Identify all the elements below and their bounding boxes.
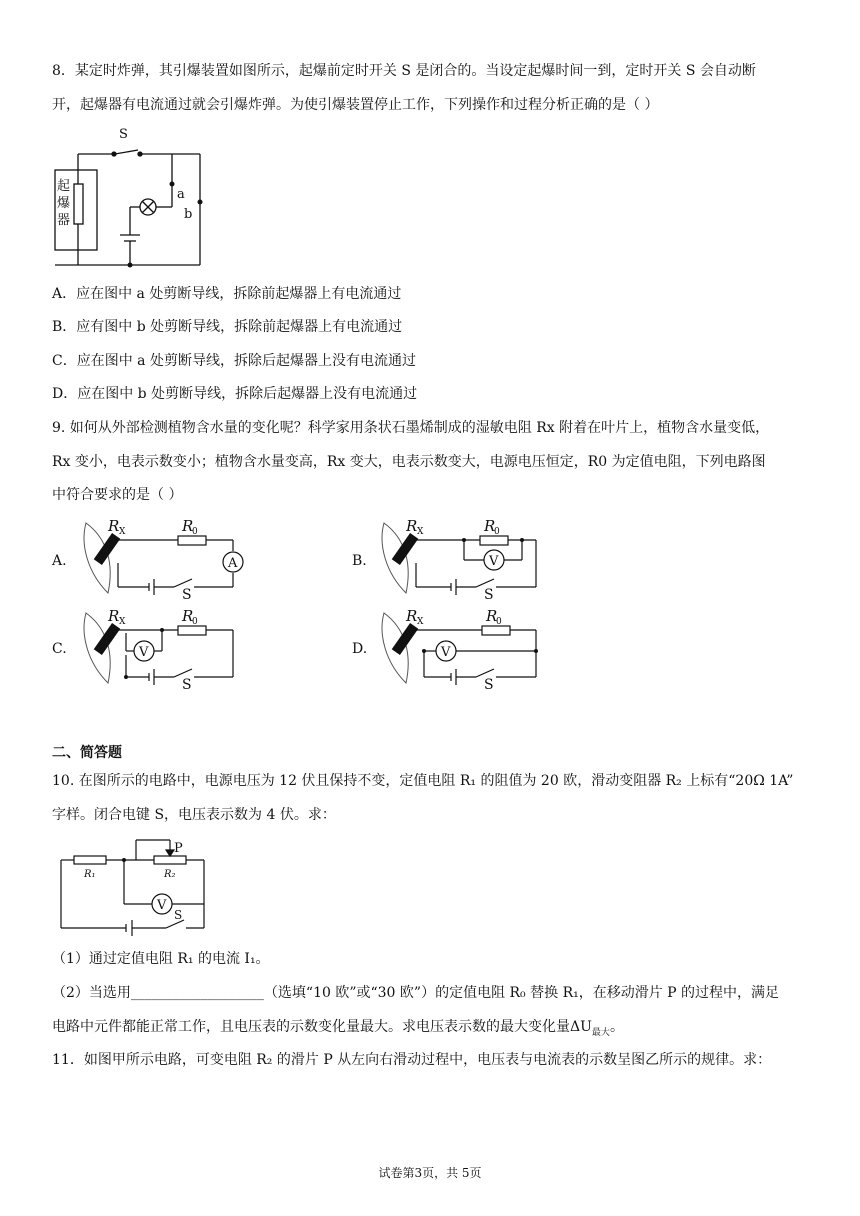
q9c-r0-label: R xyxy=(182,607,194,625)
q8-line1: 8．某定时炸弹，其引爆装置如图所示，起爆前定时开关 S 是闭合的。当设定起爆时间一到，定时开关 S 会自动断 xyxy=(52,63,756,79)
q9d-voltmeter-icon: V xyxy=(441,645,451,660)
q9-option-b-letter[interactable]: B. xyxy=(352,553,367,569)
q9a-switch-label: S xyxy=(182,587,192,603)
q9-line2: Rx 变小，电表示数变小；植物含水量变高，Rx 变大，电表示数变大，电源电压恒定，R0 为定值电阻，下列电路图 xyxy=(52,454,766,470)
q9-circuit-a[interactable] xyxy=(78,515,248,603)
q10-line2: 字样。闭合电键 S，电压表示数为 4 伏。求： xyxy=(52,807,336,823)
q8-point-b: b xyxy=(184,207,193,222)
q8-option-a[interactable]: A．应在图中 a 处剪断导线，拆除前起爆器上有电流通过 xyxy=(52,286,402,302)
q10-sub2-line2-text: 电路中元件都能正常工作，且电压表的示数变化量最大。求电压表示数的最大变化量ΔU xyxy=(52,1019,592,1035)
q9b-switch-label: S xyxy=(484,587,494,603)
q9b-rx-sub: X xyxy=(417,527,424,537)
q9a-r0-label: R xyxy=(182,517,194,535)
q9b-voltmeter-icon: V xyxy=(489,554,499,569)
q10-voltmeter-icon: V xyxy=(157,898,167,913)
q8-circuit-figure xyxy=(50,122,210,272)
q9b-r0-sub: 0 xyxy=(494,527,500,537)
q8-option-c[interactable]: C．应在图中 a 处剪断导线，拆除后起爆器上没有电流通过 xyxy=(52,353,416,369)
q10-slider-label: P xyxy=(174,841,183,856)
q10-sub2-subscript: 最大 xyxy=(591,1027,610,1038)
q9d-rx-label: R xyxy=(406,607,418,625)
q10-switch-label: S xyxy=(174,908,183,922)
q9-circuit-b[interactable] xyxy=(376,515,546,603)
page-footer: 试卷第3页，共 5页 xyxy=(378,1166,482,1180)
q9c-switch-label: S xyxy=(182,677,192,693)
q10-sub1: （1）通过定值电阻 R₁ 的电流 I₁。 xyxy=(52,951,270,967)
q9d-rx-sub: X xyxy=(417,617,424,627)
q9-line1: 9. 如何从外部检测植物含水量的变化呢？科学家用条状石墨烯制成的湿敏电阻 Rx 附着在叶片上，植物含水量变低， xyxy=(52,420,770,436)
q10-sub2-line2 xyxy=(52,1018,624,1042)
q10-r2-label: R₂ xyxy=(164,869,176,880)
q8-point-a: a xyxy=(177,187,185,202)
q8-line2: 开，起爆器有电流通过就会引爆炸弹。为使引爆装置停止工作，下列操作和过程分析正确的是（ ） xyxy=(52,97,659,113)
q8-device-label: 起爆器 xyxy=(57,179,71,228)
q9b-rx-label: R xyxy=(406,517,418,535)
q9a-rx-label: R xyxy=(108,517,120,535)
q9c-rx-label: R xyxy=(108,607,120,625)
q9-option-c-letter[interactable]: C. xyxy=(52,641,67,657)
q9c-r0-sub: 0 xyxy=(192,617,198,627)
q9c-rx-sub: X xyxy=(119,617,126,627)
q9-option-d-letter[interactable]: D. xyxy=(352,641,368,657)
q10-sub2-line1: （2）当选用___________________（选填“10 欧”或“30 欧”）的定值电阻 R₀ 替换 R₁，在移动滑片 P 的过程中，满足 xyxy=(52,985,780,1001)
q8-option-d[interactable]: D．应在图中 b 处剪断导线，拆除后起爆器上没有电流通过 xyxy=(52,386,418,402)
q9-line3: 中符合要求的是（ ） xyxy=(52,487,183,503)
q10-circuit-figure xyxy=(56,836,216,936)
q9a-r0-sub: 0 xyxy=(192,527,198,537)
q9a-ammeter-icon: A xyxy=(228,556,238,571)
q9d-switch-label: S xyxy=(484,677,494,693)
q8-option-b[interactable]: B．应有图中 b 处剪断导线，拆除前起爆器上有电流通过 xyxy=(52,319,403,335)
q9-option-a-letter[interactable]: A. xyxy=(52,553,67,569)
q9d-r0-label: R xyxy=(486,607,498,625)
q10-sub2-end: 。 xyxy=(609,1019,624,1035)
q9a-rx-sub: X xyxy=(119,527,126,537)
section-title: 二、简答题 xyxy=(52,745,122,761)
q9b-r0-label: R xyxy=(484,517,496,535)
q10-line1: 10. 在图所示的电路中，电源电压为 12 伏且保持不变，定值电阻 R₁ 的阻值为 20 欧，滑动变阻器 R₂ 上标有“20Ω 1A” xyxy=(52,773,794,789)
q9-circuit-c[interactable] xyxy=(78,605,248,693)
q9c-voltmeter-icon: V xyxy=(139,645,149,660)
q8-switch-label: S xyxy=(119,127,128,142)
q11-line1: 11．如图甲所示电路，可变电阻 R₂ 的滑片 P 从左向右滑动过程中，电压表与电流表的示数呈图乙所示的规律。求： xyxy=(52,1052,772,1068)
q9d-r0-sub: 0 xyxy=(496,617,502,627)
q10-r1-label: R₁ xyxy=(84,869,96,880)
q9-circuit-d[interactable] xyxy=(376,605,546,693)
